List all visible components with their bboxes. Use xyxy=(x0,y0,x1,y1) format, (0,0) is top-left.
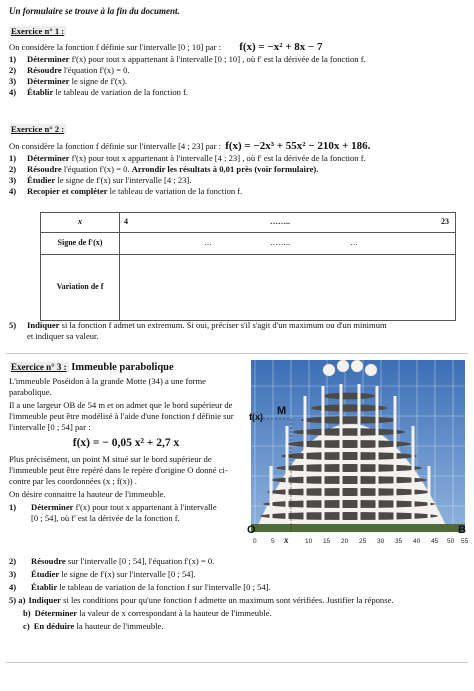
svg-text:25: 25 xyxy=(359,538,367,545)
svg-text:35: 35 xyxy=(395,538,403,545)
ex3-q2: 2) Résoudre sur l'intervalle [0 ; 54], l'équation f'(x) = 0. xyxy=(9,556,215,566)
ex1-q3: 3) Déterminer le signe de f'(x). xyxy=(9,76,128,86)
table-variation-label: Variation de f xyxy=(41,255,120,321)
svg-text:20: 20 xyxy=(341,538,349,545)
ex2-q2: 2) Résoudre l'équation f'(x) = 0. Arrondir les résultats à 0,01 près (voir formulaire). xyxy=(9,164,319,174)
ex3-formula: f(x) = − 0,05 x² + 2,7 x xyxy=(72,437,180,449)
ex1-title: Exercice n° 1 : xyxy=(11,26,65,36)
svg-text:30: 30 xyxy=(377,538,385,545)
ex1-questions xyxy=(9,54,469,98)
table-x-values: 4 …….. 23 xyxy=(120,213,456,233)
ex2-q3: 3) Étudier le signe de f'(x) sur l'intervalle [4 ; 23]. xyxy=(9,175,192,185)
ex1-q1: 1) Déterminer f'(x) pour tout x appartenant à l'intervalle [0 ; 10] , où f' est la dérivée de la fonction f. xyxy=(9,54,366,64)
table-sign-label: Signe de f'(x) xyxy=(41,233,120,255)
table-sign-values: … …….. … xyxy=(120,233,456,255)
divider xyxy=(6,353,468,354)
ground-trees xyxy=(251,524,465,532)
svg-text:50: 50 xyxy=(447,538,455,545)
svg-text:10: 10 xyxy=(305,538,313,545)
m-label: M xyxy=(277,405,287,417)
table-variation-values xyxy=(120,255,456,321)
ex1-intro: On considère la fonction f définie sur l'intervalle [0 ; 10] par : f(x) = −x² + 8x − 7 xyxy=(9,41,323,53)
ex3-q5c: c) En déduire la hauteur de l'immeuble. xyxy=(23,621,164,631)
ex3-q5a: 5) a) Indiquer si les conditions pour qu'une fonction f admette un maximum sont vérifiées. Justifier la réponse. xyxy=(9,595,394,605)
ex2-questions xyxy=(9,153,469,197)
ex3-p1: L'immeuble Poséidon à la grande Motte (34) a une forme parabolique. xyxy=(9,376,206,397)
ex3-title: Exercice n° 3 : Immeuble parabolique xyxy=(11,362,174,373)
svg-text:40: 40 xyxy=(413,538,421,545)
svg-text:45: 45 xyxy=(431,538,439,545)
ex3-q3: 3) Étudier le signe de f'(x) sur l'intervalle [0 ; 54]. xyxy=(9,569,196,579)
building-figure xyxy=(245,356,469,546)
b-label: B xyxy=(458,524,466,536)
ex3-questions xyxy=(9,556,471,632)
ex3-q1: 1) Déterminer f'(x) pour tout x appartenant à l'intervalle [0 ; 54], où f' est la dérivée de la fonction f. xyxy=(9,501,217,523)
svg-text:15: 15 xyxy=(323,538,331,545)
ex3-p3: Plus précisément, un point M situé sur le bord supérieur de l'immeuble peut être repéré dans le repère d'origine O donné ci-contre par les coordonnées (x ; f(x)) . xyxy=(9,453,228,486)
svg-text:0: 0 xyxy=(253,538,257,545)
variation-table xyxy=(40,212,456,321)
svg-text:55: 55 xyxy=(461,538,469,545)
ex2-q5: 5) Indiquer si la fonction f admet un extremum. Si oui, préciser s'il s'agit d'un maximum ou d'un minimum et indiquer sa valeur. xyxy=(9,320,387,341)
o-label: O xyxy=(247,524,256,536)
ex3-text xyxy=(9,376,243,524)
ex2-q4: 4) Recopier et compléter le tableau de variation de la fonction f. xyxy=(9,186,243,196)
ex2-title: Exercice n° 2 : xyxy=(11,124,65,134)
ex1-q4: 4) Établir le tableau de variation de la fonction f. xyxy=(9,87,189,97)
table-x-label: x xyxy=(41,213,120,233)
ex2-q1: 1) Déterminer f'(x) pour tout x appartenant à l'intervalle [4 ; 23] , où f' est la dérivée de la fonction f. xyxy=(9,153,366,163)
ex3-q4: 4) Établir le tableau de variation de la fonction f sur l'intervalle [0 ; 54]. xyxy=(9,582,271,592)
svg-text:5: 5 xyxy=(271,538,275,545)
ex2-intro: On considère la fonction f définie sur l'intervalle [4 ; 23] par : f(x) = −2x³ + 55x² − 210x + 186. xyxy=(9,140,371,152)
document-header: Un formulaire se trouve à la fin du document. xyxy=(9,6,180,16)
ex3-p4: On désire connaitre la hauteur de l'immeuble. xyxy=(9,488,166,499)
ex3-q5b: b) Déterminer la valeur de x correspondant à la hauteur de l'immeuble. xyxy=(23,608,272,618)
ex3-p2: Il a une largeur OB de 54 m et on admet que le bord supérieur de l'immeuble peut être modélisé à l'aide d'une fonction f définie sur l'intervalle [0 ; 54] par : xyxy=(9,400,234,432)
bottom-divider xyxy=(6,662,468,663)
ex1-q2: 2) Résoudre l'équation f'(x) = 0. xyxy=(9,65,130,75)
fx-label: f(x) xyxy=(249,412,263,422)
x-label: x xyxy=(284,535,289,545)
